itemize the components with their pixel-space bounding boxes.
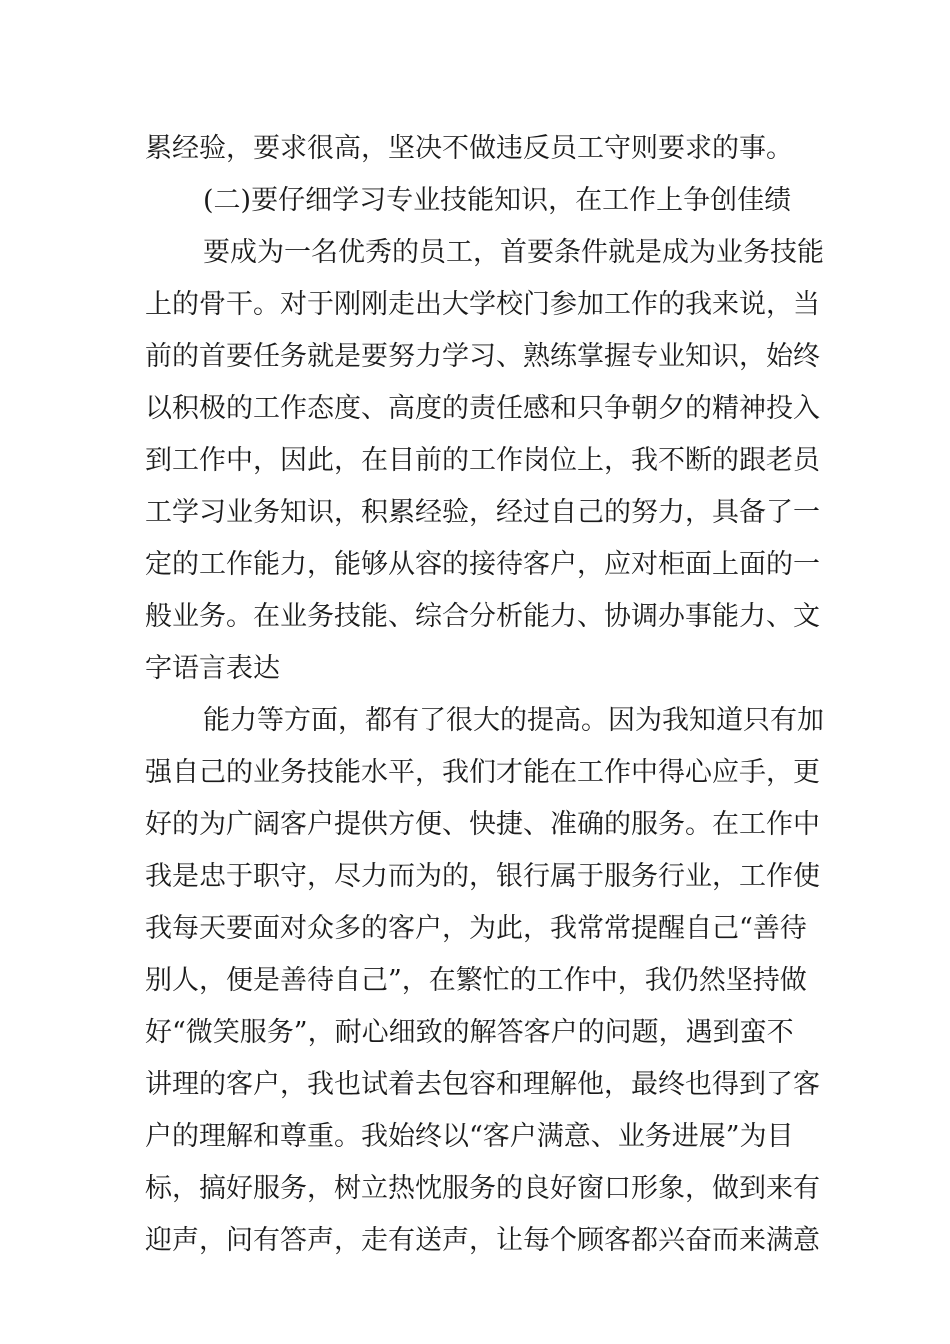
paragraph-line: 字语言表达 bbox=[145, 653, 280, 684]
paragraph-line: 要成为一名优秀的员工，首要条件就是成为业务技能 bbox=[203, 237, 824, 268]
paragraph-line: 工学习业务知识，积累经验，经过自己的努力，具备了一 bbox=[145, 497, 820, 528]
paragraph-line: 我每天要面对众多的客户，为此，我常常提醒自己“善待 bbox=[145, 913, 807, 944]
paragraph-line: 别人，便是善待自己”，在繁忙的工作中，我仍然坚持做 bbox=[145, 965, 807, 996]
paragraph-line: 到工作中，因此，在目前的工作岗位上，我不断的跟老员 bbox=[145, 445, 820, 476]
paragraph-line: 讲理的客户，我也试着去包容和理解他，最终也得到了客 bbox=[145, 1069, 820, 1100]
paragraph-line: 好的为广阔客户提供方便、快捷、准确的服务。在工作中 bbox=[145, 809, 820, 840]
paragraph-line: 户的理解和尊重。我始终以“客户满意、业务进展”为目 bbox=[145, 1121, 794, 1152]
section-heading: (二)要仔细学习专业技能知识，在工作上争创佳绩 bbox=[203, 185, 792, 216]
document-body bbox=[145, 123, 824, 1267]
paragraph-line: 能力等方面，都有了很大的提高。因为我知道只有加 bbox=[203, 705, 824, 736]
paragraph-line: 前的首要任务就是要努力学习、熟练掌握专业知识，始终 bbox=[145, 341, 820, 372]
paragraph-line: 定的工作能力，能够从容的接待客户，应对柜面上面的一 bbox=[145, 549, 820, 580]
paragraph-line: 累经验，要求很高，坚决不做违反员工守则要求的事。 bbox=[145, 133, 793, 164]
paragraph-line: 强自己的业务技能水平，我们才能在工作中得心应手，更 bbox=[145, 757, 820, 788]
paragraph-line: 上的骨干。对于刚刚走出大学校门参加工作的我来说，当 bbox=[145, 289, 820, 320]
paragraph-line: 迎声，问有答声，走有送声，让每个顾客都兴奋而来满意 bbox=[145, 1225, 820, 1256]
paragraph-line: 以积极的工作态度、高度的责任感和只争朝夕的精神投入 bbox=[145, 393, 820, 424]
paragraph-line: 我是忠于职守，尽力而为的，银行属于服务行业，工作使 bbox=[145, 861, 820, 892]
paragraph-line: 好“微笑服务”，耐心细致的解答客户的问题，遇到蛮不 bbox=[145, 1017, 794, 1048]
paragraph-line: 般业务。在业务技能、综合分析能力、协调办事能力、文 bbox=[145, 601, 820, 632]
paragraph-line: 标，搞好服务，树立热忱服务的良好窗口形象，做到来有 bbox=[145, 1173, 820, 1204]
